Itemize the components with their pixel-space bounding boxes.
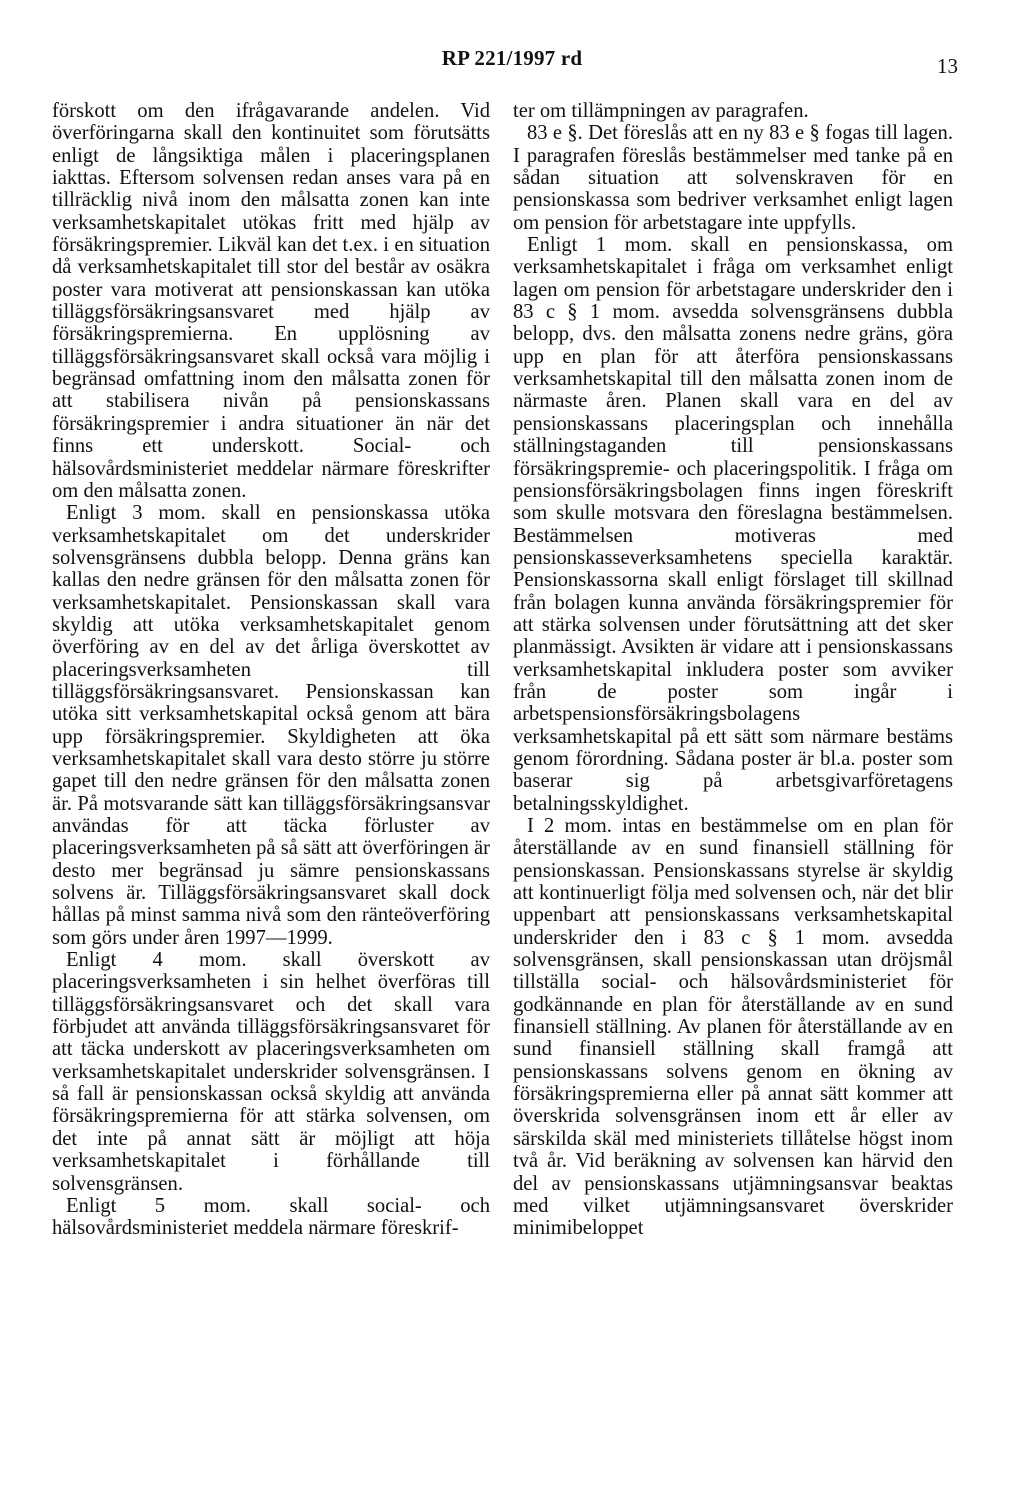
paragraph: Enligt 3 mom. skall en pensionskassa utöka verksamhetskapitalet om det underskrider solvensgränsens dubbla belopp. Denna gräns kan kallas den nedre gränsen för den målsatta zonen för verksamhetskapitalet. Pensionskassan skall vara skyldig att utöka verksamhetskapitalet genom överföring av en del av det årliga överskottet av placeringsverksamheten till tilläggsförsäkringsansvaret. Pensionskassan kan utöka sitt verksamhetskapital också genom att bära upp försäkringspremier. Skyldigheten att öka verksamhetskapitalet skall vara desto större ju större gapet till den nedre gränsen för den målsatta zonen är. På motsvarande sätt kan tilläggsförsäkringsansvar användas för att täcka förluster av placeringsverksamheten på så sätt att överföringen är desto mer begränsad ju sämre pensionskassans solvens är. Tilläggsförsäkringsansvaret skall dock hållas på minst samma nivå som den ränteöverföring som görs under åren 1997—1999. xyxy=(52,502,491,949)
paragraph: ter om tillämpningen av paragrafen. xyxy=(513,100,809,122)
paragraph: Enligt 5 mom. skall social- och hälsovårdsministeriet meddela närmare föreskrif- xyxy=(52,1194,490,1240)
paragraph: I 2 mom. intas en bestämmelse om en plan för återställande av en sund finansiell ställning för pensionskassan. Pensionskassans styrelse är skyldig att kontinuerligt följa med solvensen och, när det blir uppenbart att pensionskassans verksamhetskapital underskrider den i 83 c § 1 mom. avsedda solvensgränsen, skall pensionskassan utan dröjsmål tillställa social- och hälsovårdsministeriet för godkännande en plan för återställande av en sund finansiell ställning. Av planen för återställande av en sund finansiell ställning skall framgå att pensionskassans solvens genom en ökning av försäkringspremierna eller på annat sätt kommer att överskrida solvensgränsen inom ett år eller av särskilda skäl med ministeriets tillåtelse högst inom två år. Vid beräkning av solvensen kan härvid den del av pensionskassans utjämningsansvar beaktas med vilket utjämningsansvaret överskrider minimibeloppet xyxy=(513,815,953,1240)
right-text-column xyxy=(513,100,953,1240)
paragraph: förskott om den ifrågavarande andelen. Vid överföringarna skall den kontinuitet som förutsätts enligt de långsiktiga målen i placeringsplanen iakttas. Eftersom solvensen redan anses vara på en tillräcklig nivå inom den målsatta zonen kan inte verksamhetskapitalet utökas fritt med hjälp av försäkringspremier. Likväl kan det t.ex. i en situation då verksamhetskapitalet till stor del består av osäkra poster vara motiverat att pensionskassan kan utöka tilläggsförsäkringsansvaret med hjälp av försäkringspremierna. En upplösning av tilläggsförsäkringsansvaret skall också vara möjlig i begränsad omfattning inom den målsatta zonen för att stabilisera nivån på pensionskassans försäkringspremier i andra situationer än när det finns ett underskott. Social- och hälsovårdsministeriet meddelar närmare föreskrifter om den målsatta zonen. xyxy=(52,100,490,502)
left-text-column xyxy=(52,100,490,1240)
paragraph: 83 e §. Det föreslås att en ny 83 e § fogas till lagen. I paragrafen föreslås bestämmelser med tanke på en sådan situation att solvenskraven för en pensionskassa som bedriver verksamhet enligt lagen om pension för arbetstagare inte uppfylls. xyxy=(513,122,953,234)
running-header xyxy=(0,40,1024,80)
paragraph: Enligt 1 mom. skall en pensionskassa, om verksamhetskapitalet i fråga om verksamhet enligt lagen om pension för arbetstagare underskrider den i 83 c § 1 mom. avsedda solvensgränsens dubbla belopp, dvs. den målsatta zonens nedre gräns, göra upp en plan för att återföra pensionskassans verksamhetskapital till den målsatta zonen inom de närmaste åren. Planen skall vara en del av pensionskassans placeringsplan och innehålla ställningstaganden till pensionskassans försäkringspremie- och placeringspolitik. I fråga om pensionsförsäkringsbolagen finns ingen föreskrift som skulle motsvara den föreslagna bestämmelsen. Bestämmelsen motiveras med pensionskasseverksamhetens speciella karaktär. Pensionskassorna skall enligt förslaget till skillnad från bolagen kunna använda försäkringspremier för att stärka solvensen under förutsättning att det sker planmässigt. Avsikten är vidare att i pensionskassans verksamhetskapital inkludera poster som avviker från de poster som ingår i arbetspensionsförsäkringsbolagens verksamhetskapital på ett sätt som närmare bestäms genom förordning. Sådana poster är bl.a. poster som baserar sig på arbetsgivarföretagens betalningsskyldighet. xyxy=(513,234,953,815)
paragraph: Enligt 4 mom. skall överskott av placeringsverksamheten i sin helhet överföras till tilläggsförsäkringsansvaret och det skall vara förbjudet att använda tilläggsförsäkringsansvaret för att täcka underskott av placeringsverksamheten om verksamhetskapitalet underskrider solvensgränsen. I så fall är pensionskassan också skyldig att använda försäkringspremierna för att stärka solvensen, om det inte på annat sätt är möjligt att höja verksamhetskapitalet i förhållande till solvensgränsen. xyxy=(52,949,490,1195)
document-id: RP 221/1997 rd xyxy=(441,46,583,70)
page-number: 13 xyxy=(937,54,958,78)
